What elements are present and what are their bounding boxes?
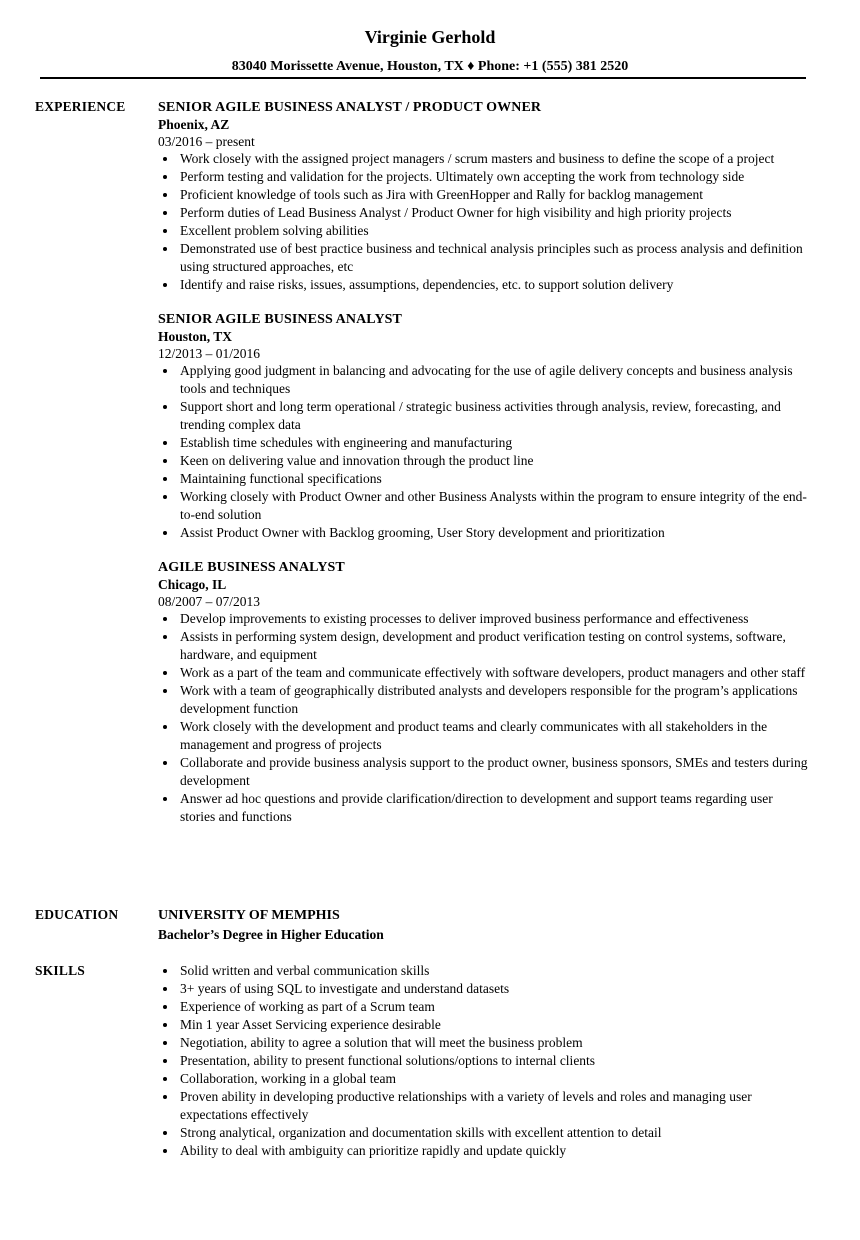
bullet-item: Identify and raise risks, issues, assumptions, dependencies, etc. to support solution delivery <box>158 276 808 294</box>
skill-item: Presentation, ability to present functional solutions/options to internal clients <box>158 1052 808 1070</box>
job-dates: 03/2016 – present <box>158 134 255 149</box>
skills-list <box>158 962 808 1160</box>
bullet-item: Develop improvements to existing processes to deliver improved business performance and effectiveness <box>158 610 808 628</box>
job-bullets <box>158 610 808 826</box>
job-location: Phoenix, AZ <box>158 117 230 132</box>
skill-item: Proven ability in developing productive relationships with a variety of levels and roles and managing user expectations effectively <box>158 1088 808 1124</box>
skill-item: 3+ years of using SQL to investigate and understand datasets <box>158 980 808 998</box>
header-divider <box>40 77 806 79</box>
job-title: SENIOR AGILE BUSINESS ANALYST <box>158 312 402 327</box>
education-body <box>158 906 808 945</box>
skill-item: Strong analytical, organization and documentation skills with excellent attention to detail <box>158 1124 808 1142</box>
skill-item: Solid written and verbal communication skills <box>158 962 808 980</box>
bullet-item: Work closely with the development and product teams and clearly communicates with all stakeholders in the management and progress of projects <box>158 718 808 754</box>
bullet-item: Support short and long term operational / strategic business activities through analysis, review, forecasting, and trending complex data <box>158 398 808 434</box>
section-label-skills: SKILLS <box>35 963 85 978</box>
contact-line: 83040 Morissette Avenue, Houston, TX ♦ Phone: +1 (555) 381 2520 <box>231 59 629 74</box>
skill-item: Collaboration, working in a global team <box>158 1070 808 1088</box>
skill-item: Ability to deal with ambiguity can prioritize rapidly and update quickly <box>158 1142 808 1160</box>
section-label-experience: EXPERIENCE <box>35 99 126 114</box>
bullet-item: Work as a part of the team and communicate effectively with software developers, product managers and other staff <box>158 664 808 682</box>
bullet-item: Work with a team of geographically distributed analysts and developers responsible for the program’s applications development function <box>158 682 808 718</box>
section-label-education: EDUCATION <box>35 907 119 922</box>
job-location: Houston, TX <box>158 329 233 344</box>
skill-item: Negotiation, ability to agree a solution that will meet the business problem <box>158 1034 808 1052</box>
job-bullets <box>158 150 808 294</box>
job-location: Chicago, IL <box>158 577 227 592</box>
job-title: SENIOR AGILE BUSINESS ANALYST / PRODUCT OWNER <box>158 100 542 115</box>
bullet-item: Perform duties of Lead Business Analyst / Product Owner for high visibility and high priority projects <box>158 204 808 222</box>
job-entry <box>158 558 808 826</box>
experience-body <box>158 98 808 842</box>
candidate-name: Virginie Gerhold <box>364 27 496 47</box>
bullet-item: Demonstrated use of best practice business and technical analysis principles such as process analysis and definition using structured approaches, etc <box>158 240 808 276</box>
school-name: UNIVERSITY OF MEMPHIS <box>158 908 340 923</box>
bullet-item: Perform testing and validation for the projects. Ultimately own accepting the work from technology side <box>158 168 808 186</box>
bullet-item: Working closely with Product Owner and other Business Analysts within the program to ensure integrity of the end-to-end solution <box>158 488 808 524</box>
bullet-item: Maintaining functional specifications <box>158 470 808 488</box>
bullet-item: Keen on delivering value and innovation through the product line <box>158 452 808 470</box>
job-dates: 08/2007 – 07/2013 <box>158 594 261 609</box>
bullet-item: Applying good judgment in balancing and advocating for the use of agile delivery concepts and business analysis tools and techniques <box>158 362 808 398</box>
skill-item: Min 1 year Asset Servicing experience desirable <box>158 1016 808 1034</box>
job-entry <box>158 310 808 542</box>
bullet-item: Collaborate and provide business analysis support to the product owner, business sponsors, SMEs and testers during development <box>158 754 808 790</box>
skill-item: Experience of working as part of a Scrum team <box>158 998 808 1016</box>
bullet-item: Excellent problem solving abilities <box>158 222 808 240</box>
skills-body <box>158 962 808 1160</box>
job-entry <box>158 98 808 294</box>
bullet-item: Establish time schedules with engineering and manufacturing <box>158 434 808 452</box>
degree-name: Bachelor’s Degree in Higher Education <box>158 927 384 942</box>
bullet-item: Assist Product Owner with Backlog grooming, User Story development and prioritization <box>158 524 808 542</box>
bullet-item: Work closely with the assigned project managers / scrum masters and business to define the scope of a project <box>158 150 808 168</box>
bullet-item: Answer ad hoc questions and provide clarification/direction to development and support teams regarding user stories and functions <box>158 790 808 826</box>
bullet-item: Assists in performing system design, development and product verification testing on control systems, software, hardware, and equipment <box>158 628 808 664</box>
job-bullets <box>158 362 808 542</box>
job-title: AGILE BUSINESS ANALYST <box>158 560 345 575</box>
job-dates: 12/2013 – 01/2016 <box>158 346 261 361</box>
bullet-item: Proficient knowledge of tools such as Jira with GreenHopper and Rally for backlog management <box>158 186 808 204</box>
